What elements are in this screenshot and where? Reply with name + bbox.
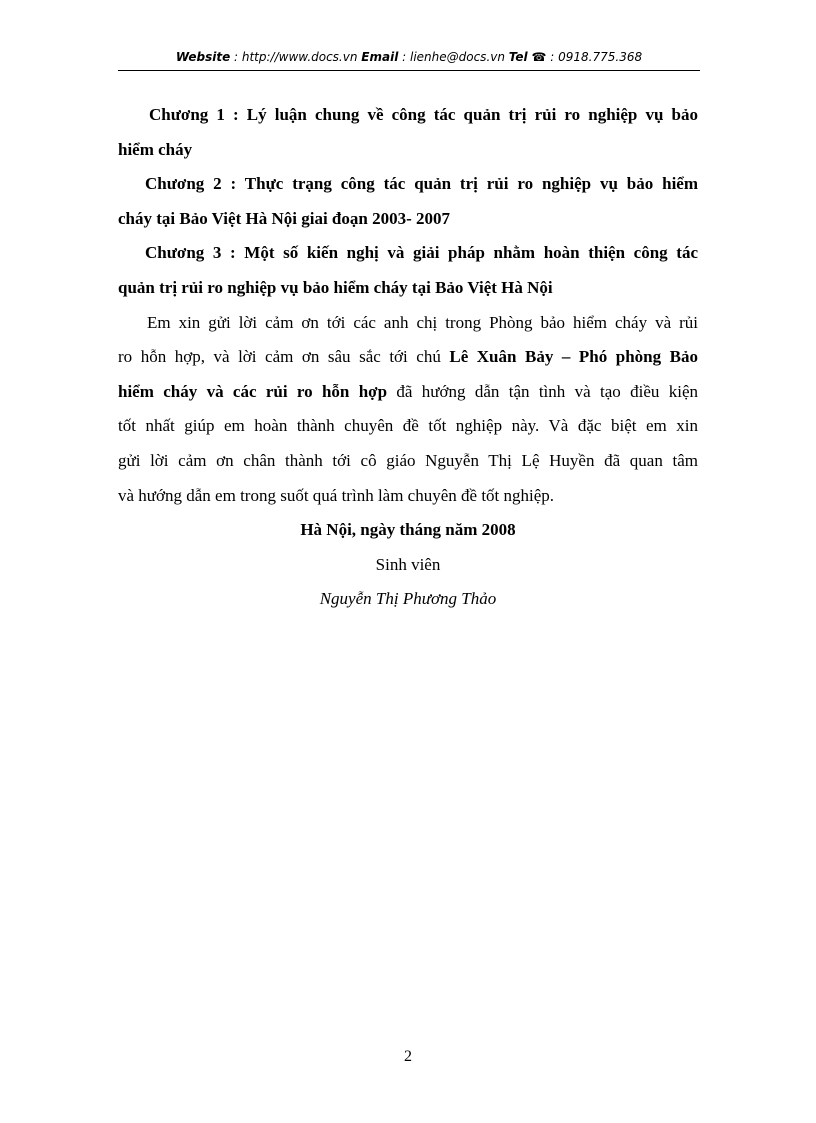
chapter-1-line-2: hiểm cháy	[118, 139, 193, 159]
ack-line-3-bold: hiểm cháy và các rủi ro hỗn hợp	[118, 381, 388, 401]
header-divider	[118, 70, 700, 71]
website-value: : http://www.docs.vn	[230, 50, 362, 64]
tel-label: Tel	[508, 50, 528, 64]
ack-line-5: gửi lời cảm ơn chân thành tới cô giáo Nguyễn Thị Lệ Huyền đã quan tâm	[118, 450, 698, 470]
chapter-3-line-2: quản trị rủi ro nghiệp vụ bảo hiểm cháy tại Bảo Việt Hà Nội	[118, 277, 553, 297]
ack-line-2-bold: Lê Xuân Bảy – Phó phòng Bảo	[449, 347, 698, 367]
ack-line-6: và hướng dẫn em trong suốt quá trình làm chuyên đề tốt nghiệp.	[118, 485, 555, 505]
ack-line-1: Em xin gửi lời cảm ơn tới các anh chị trong Phòng bảo hiểm cháy và rủi	[147, 312, 698, 332]
email-value: : lienhe@docs.vn	[398, 50, 509, 64]
chapter-3-line-1: Chương 3 : Một số kiến nghị và giải pháp nhằm hoàn thiện công tác	[145, 243, 698, 263]
ack-line-3-text: đã hướng dẫn tận tình và tạo điều kiện	[387, 381, 698, 401]
signature-role: Sinh viên	[375, 554, 441, 574]
ack-line-4: tốt nhất giúp em hoàn thành chuyên đề tốt nghiệp này. Và đặc biệt em xin	[118, 416, 698, 436]
ack-line-2-text: ro hỗn hợp, và lời cảm ơn sâu sắc tới chú	[118, 347, 450, 367]
page-header	[118, 50, 700, 64]
phone-icon: ☎	[531, 50, 547, 64]
page-number: 2	[404, 1048, 412, 1065]
ack-line-2	[118, 340, 698, 375]
document-body	[118, 98, 698, 617]
tel-value: : 0918.775.368	[546, 50, 643, 64]
email-label: Email	[361, 50, 399, 64]
signature-place-date: Hà Nội, ngày tháng năm 2008	[300, 520, 516, 540]
ack-line-3	[118, 375, 698, 410]
website-label: Website	[175, 50, 231, 64]
chapter-2-line-2: cháy tại Bảo Việt Hà Nội giai đoạn 2003- 2007	[118, 208, 450, 228]
chapter-1-line-1: Chương 1 : Lý luận chung về công tác quản trị rủi ro nghiệp vụ bảo	[149, 105, 698, 124]
signature-name: Nguyễn Thị Phương Thảo	[319, 589, 497, 609]
chapter-2-line-1: Chương 2 : Thực trạng công tác quản trị rủi ro nghiệp vụ bảo hiểm	[145, 174, 698, 194]
